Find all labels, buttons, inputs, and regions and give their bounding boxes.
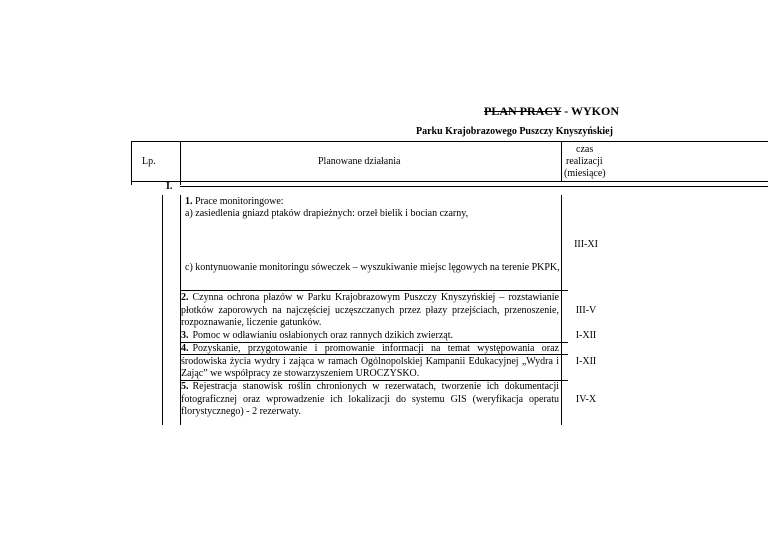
lp-header: Lp. (142, 156, 156, 167)
page-title (484, 104, 768, 119)
item-3-number: 3. (181, 330, 189, 341)
item-3-time: I-XII (575, 330, 597, 341)
time-header-line3: (miesiące) (564, 168, 606, 179)
item-1-number: 1. (185, 196, 193, 207)
item-1-time: III-XI (574, 239, 598, 250)
section-row-bottom (180, 186, 768, 187)
table-left-border (131, 141, 132, 185)
time-header-line1: czas (576, 144, 594, 155)
item-5 (181, 381, 559, 419)
actions-header: Planowane działania (318, 156, 401, 167)
item-3-text: Pomoc w odławianiu osłabionych oraz rannych dzikich zwierząt. (192, 330, 453, 341)
item-2 (181, 292, 559, 330)
item-4-text: Pozyskanie, przygotowanie i promowanie informacji na temat występowania oraz środowiska życia wydry i zająca w ramach Ogólnopolskiej Kampanii Edukacyjnej „Wydra i Zając” we współpracy ze stowarzyszeniem UROCZYSKO. (181, 343, 559, 379)
title-struck: PLAN PRACY (484, 104, 562, 118)
time-column-divider (561, 141, 562, 181)
item-3 (181, 330, 559, 343)
item-2-time: III-V (575, 305, 597, 316)
title-rest: - WYKON (561, 104, 619, 118)
page-subtitle: Parku Krajobrazowego Puszczy Knyszyńskiej (416, 126, 613, 137)
item-1c: c) kontynuowanie monitoringu sóweczek – wyszukiwanie miejsc lęgowych na terenie PKPK, (185, 262, 560, 273)
item-5-text: Rejestracja stanowisk roślin chronionych w rezerwatach, tworzenie ich dokumentacji fotograficznej oraz wprowadzenie ich lokalizacji do systemu GIS (weryfikacja operatu florystycznego) - 2 rezerwaty. (181, 381, 559, 417)
time-header-line2: realizacji (566, 156, 603, 167)
body-left-border (162, 195, 163, 425)
table-top-border (131, 141, 768, 142)
item-1-text: Prace monitoringowe: (195, 196, 284, 207)
row-divider-1 (180, 290, 568, 291)
section-label: I. (166, 181, 173, 192)
item-4-time: I-XII (575, 356, 597, 367)
item-1a: a) zasiedlenia gniazd ptaków drapieżnych: orzeł bielik i bocian czarny, (185, 208, 469, 219)
item-4 (181, 343, 559, 381)
item-5-number: 5. (181, 381, 189, 392)
item-5-time: IV-X (575, 394, 597, 405)
item-2-text: Czynna ochrona płazów w Parku Krajobrazowym Puszczy Knyszyńskiej – rozstawianie płotków zaporowych na najczęściej uczęszczanych przez płazy przejściach, przenoszenie, rozpoznawanie, liczenie gatunków. (181, 292, 559, 328)
header-bottom-border (131, 181, 768, 182)
item-1-heading (185, 196, 284, 208)
lp-column-divider (180, 141, 181, 185)
item-4-number: 4. (181, 343, 189, 354)
item-2-number: 2. (181, 292, 189, 303)
